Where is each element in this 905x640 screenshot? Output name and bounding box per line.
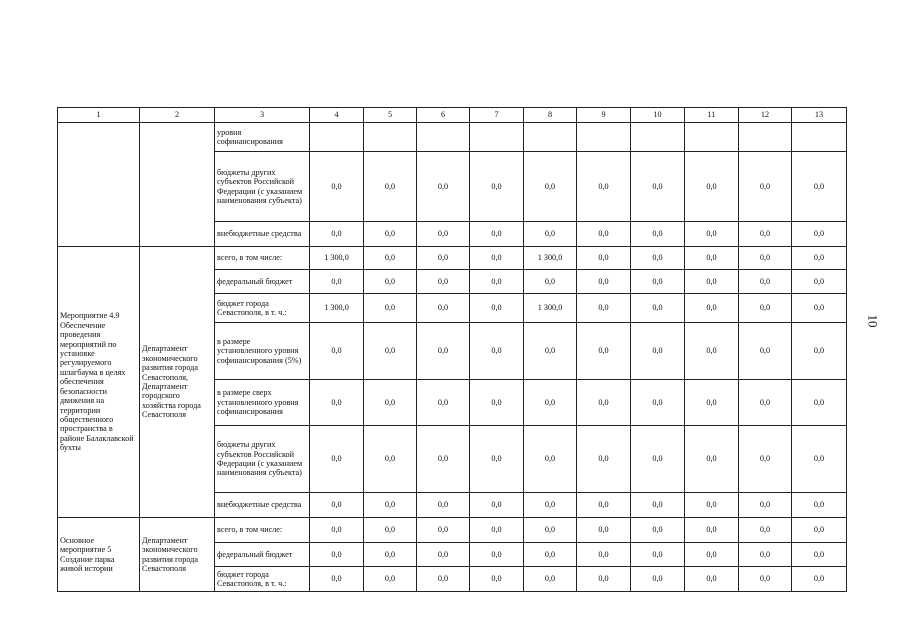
value-cell: 0,0: [470, 493, 524, 518]
value-cell: 0,0: [577, 152, 631, 222]
value-cell: 0,0: [631, 567, 685, 592]
header-cell: 1: [58, 108, 140, 123]
value-cell: 0,0: [577, 543, 631, 567]
source-label: внебюджетные средства: [215, 222, 310, 247]
value-cell: 0,0: [524, 152, 577, 222]
value-cell: 0,0: [631, 222, 685, 247]
value-cell: 0,0: [792, 493, 847, 518]
table-row: [58, 518, 847, 543]
value-cell: 0,0: [310, 270, 364, 294]
value-cell: 0,0: [577, 270, 631, 294]
source-label: федеральный бюджет: [215, 270, 310, 294]
source-label: в размере установленного уровня софинансирования (5%): [215, 323, 310, 380]
header-cell: 11: [685, 108, 739, 123]
value-cell: 0,0: [310, 152, 364, 222]
value-cell: 0,0: [524, 270, 577, 294]
value-cell: 0,0: [470, 294, 524, 323]
value-cell: 1 300,0: [310, 294, 364, 323]
value-cell: 0,0: [685, 543, 739, 567]
value-cell: 0,0: [577, 518, 631, 543]
value-cell: 0,0: [631, 518, 685, 543]
value-cell: 0,0: [631, 426, 685, 493]
value-cell: 0,0: [470, 518, 524, 543]
value-cell: 1 300,0: [524, 247, 577, 270]
value-cell: 0,0: [417, 518, 470, 543]
value-cell: 0,0: [739, 222, 792, 247]
value-cell: 0,0: [470, 567, 524, 592]
value-cell: 0,0: [739, 152, 792, 222]
value-cell: 0,0: [364, 247, 417, 270]
value-cell: 0,0: [364, 294, 417, 323]
executor-cell: Департамент экономического развития города Севастополя: [140, 518, 215, 592]
value-cell: 0,0: [631, 323, 685, 380]
header-cell: 7: [470, 108, 524, 123]
table-body: [58, 108, 847, 592]
value-cell: [310, 123, 364, 152]
measure-cell: Мероприятие 4.9 Обеспечение проведения мероприятий по установке регулируемого шлагбаума в целях обеспечения безопасности движения на территории общественного пространства в районе Балаклавской бухты: [58, 247, 140, 518]
value-cell: 0,0: [417, 543, 470, 567]
page-number: 10: [865, 314, 881, 328]
value-cell: 0,0: [417, 294, 470, 323]
value-cell: 0,0: [685, 493, 739, 518]
value-cell: 0,0: [577, 380, 631, 426]
value-cell: 0,0: [631, 152, 685, 222]
value-cell: 0,0: [364, 380, 417, 426]
value-cell: 0,0: [417, 426, 470, 493]
value-cell: 0,0: [685, 323, 739, 380]
header-cell: 5: [364, 108, 417, 123]
value-cell: 0,0: [470, 152, 524, 222]
value-cell: 0,0: [739, 426, 792, 493]
value-cell: [417, 123, 470, 152]
source-label: внебюджетные средства: [215, 493, 310, 518]
value-cell: 0,0: [310, 493, 364, 518]
value-cell: 0,0: [470, 426, 524, 493]
value-cell: 0,0: [310, 543, 364, 567]
value-cell: 0,0: [685, 222, 739, 247]
value-cell: 0,0: [792, 567, 847, 592]
value-cell: 0,0: [310, 222, 364, 247]
header-cell: 9: [577, 108, 631, 123]
value-cell: [524, 123, 577, 152]
value-cell: 0,0: [577, 222, 631, 247]
value-cell: 0,0: [470, 323, 524, 380]
value-cell: 0,0: [577, 247, 631, 270]
header-cell: 10: [631, 108, 685, 123]
header-cell: 4: [310, 108, 364, 123]
value-cell: 0,0: [739, 567, 792, 592]
value-cell: 0,0: [631, 543, 685, 567]
value-cell: 0,0: [364, 567, 417, 592]
value-cell: 0,0: [417, 380, 470, 426]
value-cell: 0,0: [792, 222, 847, 247]
value-cell: 0,0: [310, 518, 364, 543]
source-label: в размере сверх установленного уровня софинансирования: [215, 380, 310, 426]
value-cell: 0,0: [364, 222, 417, 247]
value-cell: [364, 123, 417, 152]
source-label: всего, в том числе:: [215, 518, 310, 543]
value-cell: 0,0: [685, 518, 739, 543]
source-label: бюджеты других субъектов Российской Федерации (с указанием наименования субъекта): [215, 426, 310, 493]
value-cell: 0,0: [631, 380, 685, 426]
value-cell: 0,0: [685, 294, 739, 323]
source-label: всего, в том числе:: [215, 247, 310, 270]
value-cell: 0,0: [470, 270, 524, 294]
value-cell: [792, 123, 847, 152]
value-cell: 0,0: [524, 567, 577, 592]
value-cell: 0,0: [417, 152, 470, 222]
value-cell: [470, 123, 524, 152]
value-cell: 0,0: [631, 270, 685, 294]
value-cell: [631, 123, 685, 152]
value-cell: [685, 123, 739, 152]
value-cell: 0,0: [524, 323, 577, 380]
value-cell: 0,0: [792, 543, 847, 567]
value-cell: [577, 123, 631, 152]
value-cell: 0,0: [470, 543, 524, 567]
value-cell: 0,0: [792, 518, 847, 543]
value-cell: 0,0: [310, 323, 364, 380]
value-cell: 1 300,0: [310, 247, 364, 270]
value-cell: 0,0: [470, 222, 524, 247]
value-cell: 0,0: [792, 426, 847, 493]
value-cell: 0,0: [739, 493, 792, 518]
value-cell: 0,0: [739, 270, 792, 294]
value-cell: 0,0: [417, 493, 470, 518]
value-cell: 0,0: [524, 222, 577, 247]
source-label: уровня софинансирования: [215, 123, 310, 152]
value-cell: 0,0: [792, 270, 847, 294]
value-cell: 0,0: [364, 543, 417, 567]
value-cell: 0,0: [685, 426, 739, 493]
value-cell: 0,0: [685, 247, 739, 270]
value-cell: 0,0: [739, 518, 792, 543]
value-cell: 0,0: [524, 543, 577, 567]
value-cell: 0,0: [792, 380, 847, 426]
value-cell: 0,0: [685, 567, 739, 592]
header-cell: 3: [215, 108, 310, 123]
value-cell: 1 300,0: [524, 294, 577, 323]
value-cell: 0,0: [685, 270, 739, 294]
value-cell: 0,0: [739, 323, 792, 380]
value-cell: [739, 123, 792, 152]
value-cell: 0,0: [364, 493, 417, 518]
source-label: бюджеты других субъектов Российской Федерации (с указанием наименования субъекта): [215, 152, 310, 222]
value-cell: 0,0: [364, 518, 417, 543]
header-cell: 13: [792, 108, 847, 123]
measure-cell: Основное мероприятие 5 Создание парка живой истории: [58, 518, 140, 592]
header-cell: 6: [417, 108, 470, 123]
value-cell: 0,0: [792, 152, 847, 222]
value-cell: 0,0: [577, 493, 631, 518]
header-cell: 8: [524, 108, 577, 123]
value-cell: 0,0: [739, 247, 792, 270]
value-cell: 0,0: [310, 380, 364, 426]
value-cell: 0,0: [792, 294, 847, 323]
value-cell: 0,0: [524, 493, 577, 518]
header-row: [58, 108, 847, 123]
value-cell: 0,0: [792, 323, 847, 380]
value-cell: 0,0: [577, 567, 631, 592]
value-cell: 0,0: [631, 493, 685, 518]
value-cell: 0,0: [631, 247, 685, 270]
value-cell: 0,0: [524, 426, 577, 493]
executor-cell: Департамент экономического развития города Севастополя, Департамент городского хозяйства города Севастополя: [140, 247, 215, 518]
value-cell: 0,0: [417, 247, 470, 270]
value-cell: 0,0: [417, 270, 470, 294]
value-cell: 0,0: [470, 247, 524, 270]
value-cell: 0,0: [417, 323, 470, 380]
value-cell: 0,0: [577, 294, 631, 323]
value-cell: 0,0: [364, 323, 417, 380]
value-cell: 0,0: [364, 426, 417, 493]
table-row: [58, 247, 847, 270]
source-label: бюджет города Севастополя, в т. ч.:: [215, 294, 310, 323]
value-cell: 0,0: [739, 380, 792, 426]
source-label: федеральный бюджет: [215, 543, 310, 567]
value-cell: 0,0: [685, 152, 739, 222]
header-cell: 2: [140, 108, 215, 123]
value-cell: 0,0: [631, 294, 685, 323]
measure-cell: [58, 123, 140, 247]
value-cell: 0,0: [739, 543, 792, 567]
table-row: [58, 123, 847, 152]
value-cell: 0,0: [417, 567, 470, 592]
value-cell: 0,0: [524, 518, 577, 543]
value-cell: 0,0: [310, 426, 364, 493]
value-cell: 0,0: [310, 567, 364, 592]
value-cell: 0,0: [524, 380, 577, 426]
value-cell: 0,0: [364, 152, 417, 222]
source-label: бюджет города Севастополя, в т. ч.:: [215, 567, 310, 592]
value-cell: 0,0: [577, 323, 631, 380]
value-cell: 0,0: [470, 380, 524, 426]
value-cell: 0,0: [417, 222, 470, 247]
value-cell: 0,0: [792, 247, 847, 270]
financing-table: [57, 107, 847, 592]
executor-cell: [140, 123, 215, 247]
header-cell: 12: [739, 108, 792, 123]
value-cell: 0,0: [739, 294, 792, 323]
value-cell: 0,0: [685, 380, 739, 426]
value-cell: 0,0: [577, 426, 631, 493]
value-cell: 0,0: [364, 270, 417, 294]
